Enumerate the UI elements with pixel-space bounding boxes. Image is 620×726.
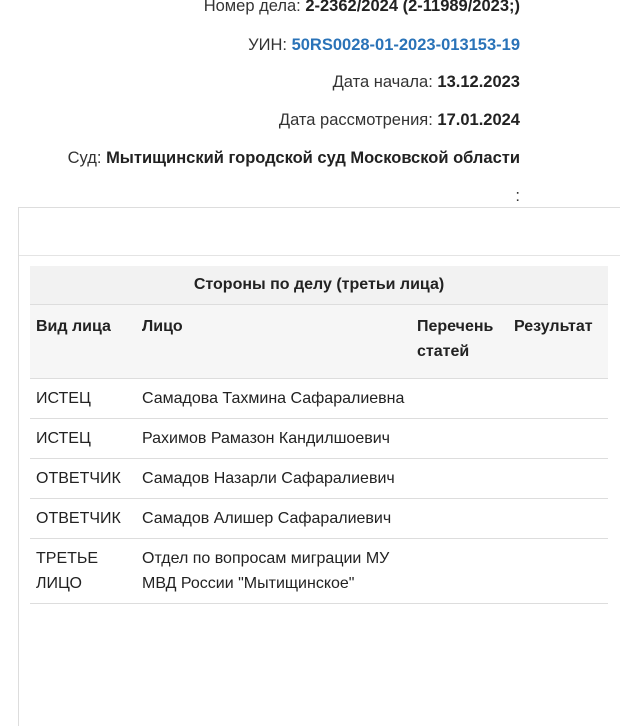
table-caption-row	[30, 266, 608, 305]
case-number-row	[0, 0, 520, 16]
cell-type: ИСТЕЦ	[30, 379, 136, 419]
case-number-label: Номер дела:	[203, 0, 301, 15]
cell-type: ИСТЕЦ	[30, 419, 136, 459]
start-date-label: Дата начала:	[332, 73, 433, 91]
uin-row	[0, 35, 520, 55]
table-row	[30, 379, 608, 419]
column-header-result: Результат	[508, 305, 608, 379]
cell-type: ОТВЕТЧИК	[30, 499, 136, 539]
court-label: Суд:	[67, 149, 102, 167]
cell-result	[508, 539, 608, 604]
cell-result	[508, 459, 608, 499]
uin-link[interactable]: 50RS0028-01-2023-013153-19	[291, 36, 520, 54]
cell-type: ТРЕТЬЕ ЛИЦО	[30, 539, 136, 604]
table-row	[30, 419, 608, 459]
case-number-value: 2-2362/2024 (2-11989/2023;)	[305, 0, 520, 15]
table-row	[30, 539, 608, 604]
panel-divider	[19, 255, 620, 256]
cell-result	[508, 379, 608, 419]
table-row	[30, 459, 608, 499]
start-date-row	[0, 72, 520, 92]
cell-result	[508, 499, 608, 539]
cell-articles	[411, 539, 508, 604]
review-date-value: 17.01.2024	[437, 111, 520, 129]
column-header-type: Вид лица	[30, 305, 136, 379]
trailing-colon: :	[515, 187, 520, 205]
start-date-value: 13.12.2023	[437, 73, 520, 91]
cell-articles	[411, 419, 508, 459]
cell-person: Рахимов Рамазон Кандилшоевич	[136, 419, 411, 459]
column-header-articles: Перечень статей	[411, 305, 508, 379]
cell-person: Самадова Тахмина Сафаралиевна	[136, 379, 411, 419]
court-row	[0, 148, 520, 168]
cell-person: Отдел по вопросам миграции МУ МВД России "Мытищинское"	[136, 539, 411, 604]
parties-table	[30, 266, 608, 604]
cell-articles	[411, 379, 508, 419]
review-date-label: Дата рассмотрения:	[278, 111, 433, 129]
court-value: Мытищинский городской суд Московской области	[106, 149, 520, 167]
table-row	[30, 499, 608, 539]
cell-articles	[411, 459, 508, 499]
cell-result	[508, 419, 608, 459]
table-caption: Стороны по делу (третьи лица)	[30, 266, 608, 305]
column-header-person: Лицо	[136, 305, 411, 379]
review-date-row	[0, 110, 520, 130]
trailing-colon-row	[0, 186, 520, 206]
cell-person: Самадов Алишер Сафаралиевич	[136, 499, 411, 539]
cell-person: Самадов Назарли Сафаралиевич	[136, 459, 411, 499]
table-header-row	[30, 305, 608, 379]
cell-articles	[411, 499, 508, 539]
uin-label: УИН:	[248, 36, 287, 54]
cell-type: ОТВЕТЧИК	[30, 459, 136, 499]
